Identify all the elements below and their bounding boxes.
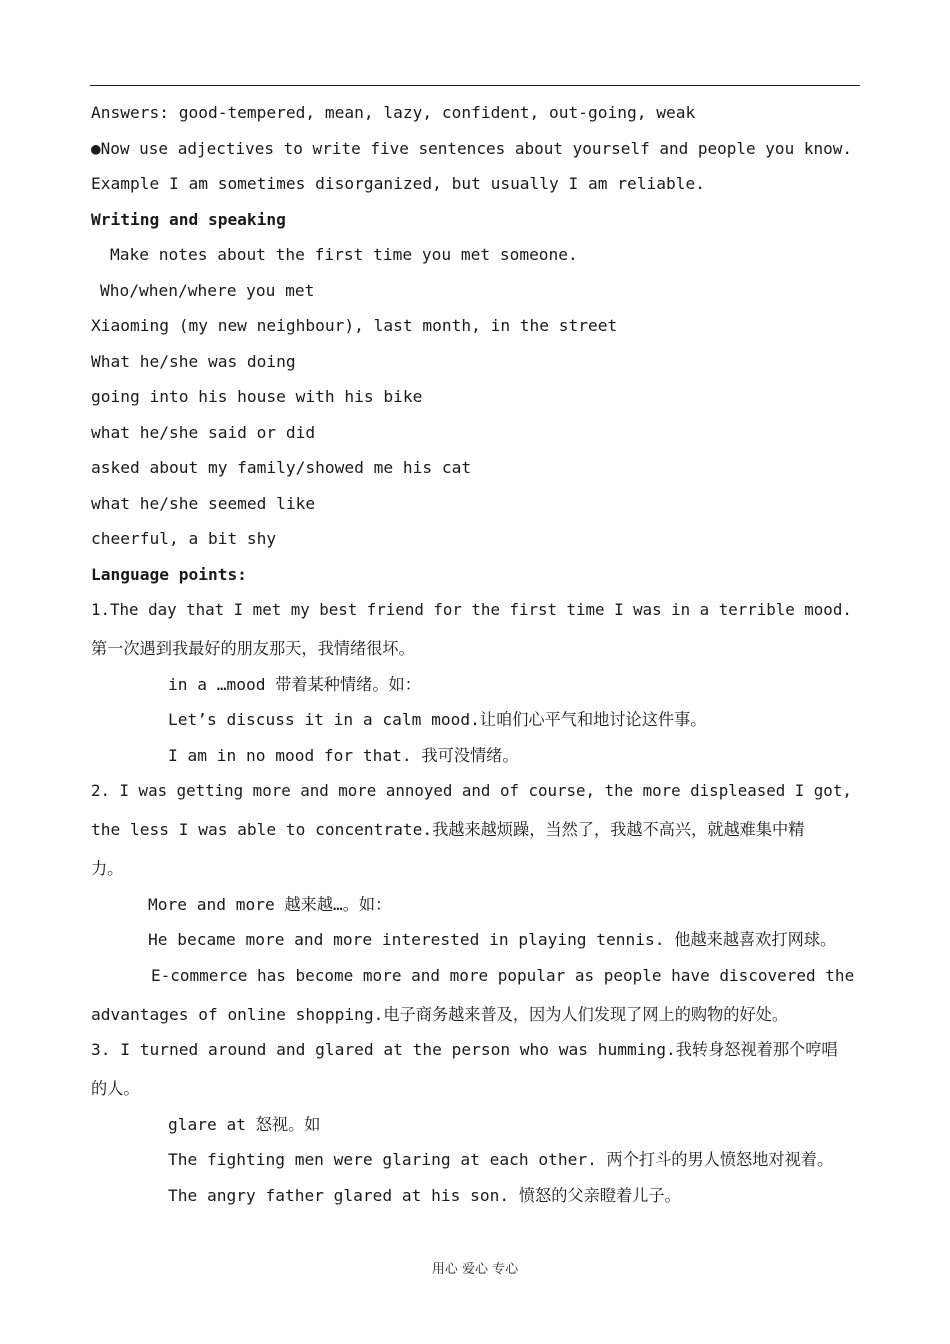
point-2-sentence-b: the less I was able to concentrate.我越来越烦躁，当然了，我越不高兴，就越难集中精 — [91, 820, 805, 839]
document-body — [91, 98, 859, 1216]
point-2-example-2a: E-commerce has become more and more popular as people have discovered the — [151, 965, 855, 985]
header-rule — [90, 85, 860, 86]
point-3-phrase: glare at 怒视。如 — [168, 1114, 321, 1134]
point-2-phrase: More and more 越来越…。如： — [148, 894, 392, 914]
point-2-example-1: He became more and more interested in playing tennis. 他越来越喜欢打网球。 — [148, 930, 837, 949]
point-1-phrase: in a …mood 带着某种情绪。如： — [168, 674, 421, 694]
point-3-sentence-a: 3. I turned around and glared at the person who was humming.我转身怒视着那个哼唱 — [91, 1040, 838, 1059]
point-1-sentence: 1.The day that I met my best friend for the first time I was in a terrible mood. — [91, 600, 852, 619]
point-2-example-2b: advantages of online shopping.电子商务越来普及，因为人们发现了网上的购物的好处。 — [91, 1004, 789, 1024]
page-footer: 用心 爱心 专心 — [431, 1262, 519, 1277]
notes-prompt-doing: What he/she was doing — [91, 351, 296, 371]
point-1-example-2: I am in no mood for that. 我可没情绪。 — [168, 745, 519, 765]
notes-instruction: Make notes about the first time you met someone. — [110, 245, 578, 264]
instruction-line: ●Now use adjectives to write five sentences about yourself and people you know. — [91, 138, 852, 158]
point-1-translation: 第一次遇到我最好的朋友那天，我情绪很坏。 — [91, 639, 415, 658]
point-3-example-2: The angry father glared at his son. 愤怒的父亲瞪着儿子。 — [168, 1185, 681, 1205]
point-2-sentence-c: 力。 — [91, 859, 124, 878]
section-heading-writing: Writing and speaking — [91, 209, 286, 229]
notes-prompt-who: Who/when/where you met — [100, 280, 315, 300]
point-3-sentence-b: 的人。 — [91, 1079, 140, 1098]
notes-answer-seemed: cheerful, a bit shy — [91, 529, 277, 548]
point-1-example-1: Let’s discuss it in a calm mood.让咱们心平气和地讨论这件事。 — [168, 710, 707, 729]
point-2-sentence-a: 2. I was getting more and more annoyed and of course, the more displeased I got, — [91, 781, 852, 800]
notes-answer-said: asked about my family/showed me his cat — [91, 458, 472, 477]
section-heading-language: Language points: — [91, 564, 247, 584]
point-3-example-1: The fighting men were glaring at each other. 两个打斗的男人愤怒地对视着。 — [168, 1150, 834, 1169]
notes-answer-doing: going into his house with his bike — [91, 387, 423, 406]
example-line: Example I am sometimes disorganized, but usually I am reliable. — [91, 174, 705, 193]
notes-prompt-seemed: what he/she seemed like — [91, 493, 316, 513]
answers-line: Answers: good-tempered, mean, lazy, confident, out-going, weak — [91, 103, 696, 122]
notes-prompt-said: what he/she said or did — [91, 422, 316, 442]
notes-answer-who: Xiaoming (my new neighbour), last month, in the street — [91, 316, 618, 335]
